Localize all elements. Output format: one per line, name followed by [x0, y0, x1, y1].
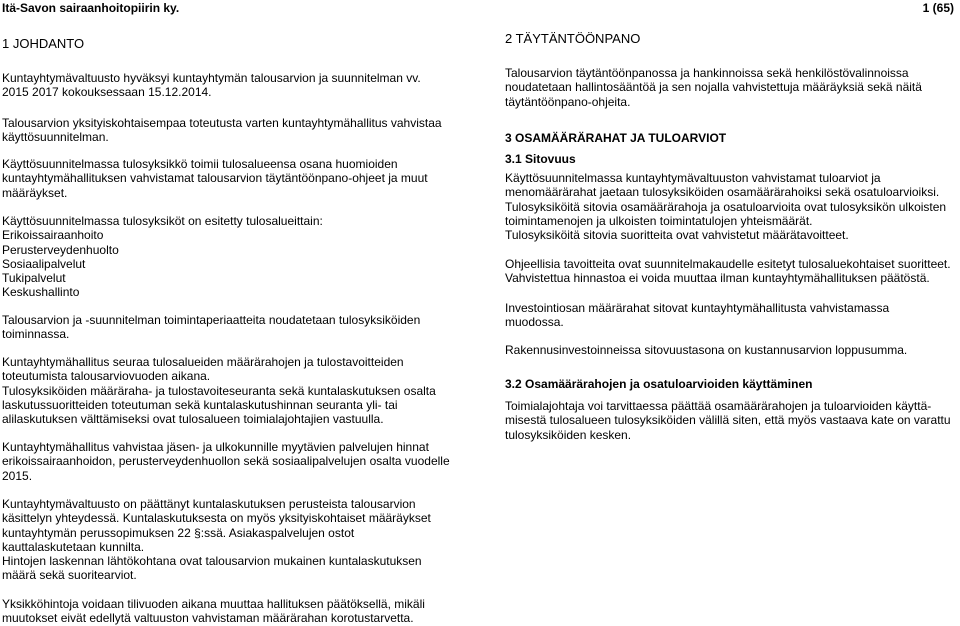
text-line: Kuntayhtymähallitus vahvistaa jäsen- ja ulkokunnille myytävien palvelujen hinnat [2, 440, 429, 454]
paragraph [505, 171, 946, 242]
text-line: Tukipalvelut [2, 271, 66, 286]
paragraph [2, 313, 420, 342]
text-line: Talousarvion ja -suunnitelman toimintaperiaatteita noudatetaan tulosyksiköiden [2, 313, 421, 327]
text-line: Käyttösuunnitelmassa kuntayhtymävaltuuston vahvistamat tuloarviot ja [505, 171, 881, 185]
text-line: Toimialajohtaja voi tarvittaessa päättää osamäärärahojen ja tuloarvioiden käyttä- [505, 399, 932, 413]
page-number: 1 (65) [922, 1, 954, 15]
text-line: 2015 2017 kokouksessaan 15.12.2014. [2, 85, 212, 100]
text-line: Kuntayhtymävaltuusto on päättänyt kuntalaskutuksen perusteista talousarvion [2, 497, 416, 511]
text-line: tulosyksiköiden kesken. [505, 427, 632, 442]
paragraph [2, 71, 421, 100]
text-line: Käyttösuunnitelmassa tulosyksiköt on esitetty tulosalueittain: [2, 214, 323, 228]
text-line: Tulosyksiköitä sitovia osamäärärahoja ja osatuloarvioita ovat tulosyksikön ulkoisten [505, 199, 947, 214]
section-heading-osamaararahat: 3 OSAMÄÄRÄRAHAT JA TULOARVIOT [505, 131, 727, 145]
paragraph [505, 66, 922, 109]
text-line: Perusterveydenhuolto [2, 242, 119, 257]
text-line: määrä sekä suoritearviot. [2, 568, 137, 583]
paragraph [2, 440, 450, 483]
text-line: käyttösuunnitelman. [2, 130, 109, 145]
text-line: muutokset eivät edellytä valtuuston vahvistaman määrärahan korotustarvetta. [2, 611, 414, 626]
paragraph [505, 257, 951, 286]
text-line: Keskushallinto [2, 285, 80, 300]
paragraph [2, 597, 425, 626]
text-line: muodossa. [505, 315, 564, 330]
text-line: kuntayhtymän perussopimuksen 22 §:ssä. Asiakaspalvelujen ostot [2, 525, 355, 540]
text-line: Hintojen laskennan lähtökohtana ovat talousarvion mukainen kuntalaskutuksen [2, 554, 422, 569]
text-line: menomäärärahat jaetaan tulosyksiköiden osamäärärahoiksi sekä osatuloarvioiksi. [505, 185, 940, 200]
text-line: alilaskutuksen välttämiseksi ovat tulosalueen toimialajohtajien vastuulla. [2, 412, 384, 427]
text-line: 2015. [2, 468, 33, 483]
text-line: täytäntöönpano-ohjeita. [505, 94, 631, 109]
text-line: toiminnassa. [2, 327, 70, 342]
text-line: Sosiaalipalvelut [2, 256, 86, 271]
text-line: Yksikköhintoja voidaan tilivuoden aikana muuttaa hallituksen päätöksellä, mikäli [2, 597, 425, 611]
section-heading-johdanto: 1 JOHDANTO [2, 36, 85, 51]
text-line: toteutumista talousarviovuoden aikana. [2, 369, 211, 384]
organization-name: Itä-Savon sairaanhoitopiirin ky. [2, 1, 180, 15]
text-line: Talousarvion täytäntöönpanossa ja hankinnoissa sekä henkilöstövalinnoissa [505, 66, 909, 80]
text-line: Rakennusinvestoinneissa sitovuustasona on kustannusarvion loppusumma. [505, 343, 908, 357]
text-line: noudatetaan hallintosääntöä ja sen nojalla vahvistettuja määräyksiä sekä näitä [505, 80, 922, 95]
paragraph [2, 157, 428, 200]
paragraph [2, 497, 431, 583]
text-line: määräykset. [2, 185, 68, 200]
text-line: Kuntayhtymävaltuusto hyväksyi kuntayhtymän talousarvion ja suunnitelman vv. [2, 71, 421, 85]
paragraph [505, 399, 951, 442]
text-line: kauttalaskutetaan kunnilta. [2, 539, 145, 554]
text-line: kuntayhtymähallituksen vahvistamat talousarvion täytäntöönpano-ohjeet ja muut [2, 171, 428, 186]
subsection-heading-kayttaminen: 3.2 Osamäärärahojen ja osatuloarvioiden käyttäminen [505, 377, 813, 391]
text-line: Kuntayhtymähallitus seuraa tulosalueiden määrärahojen ja tulostavoitteiden [2, 355, 404, 369]
text-line: laskutussuoritteiden toteutuman sekä kuntalaskutushinnan seuranta yli- tai [2, 397, 398, 412]
paragraph [2, 355, 436, 426]
paragraph [505, 301, 889, 330]
text-line: Tulosyksiköiden määräraha- ja tulostavoiteseuranta sekä kuntalaskutuksen osalta [2, 383, 436, 398]
paragraph [505, 343, 907, 357]
text-line: misestä tulosalueen tulosyksiköiden välillä siten, että myös vastaava kate on varattu [505, 413, 951, 428]
text-line: käsittelyn yhteydessä. Kuntalaskutuksesta on myös yksityiskohtaiset määräykset [2, 511, 431, 526]
text-line: Käyttösuunnitelmassa tulosyksikkö toimii tulosalueensa osana huomioiden [2, 157, 398, 171]
text-line: Talousarvion yksityiskohtaisempaa toteutusta varten kuntayhtymähallitus vahvistaa [2, 116, 442, 130]
paragraph-with-list [2, 214, 323, 300]
subsection-heading-sitovuus: 3.1 Sitovuus [505, 152, 576, 166]
text-line: erikoissairaanhoidon, perusterveydenhuollon sekä sosiaalipalvelujen osalta vuodelle [2, 454, 450, 469]
text-line: toimintamenojen ja ulkoisten toimintatulojen yhteismäärät. [505, 213, 813, 228]
text-line: Ohjeellisia tavoitteita ovat suunnitelmakaudelle esitetyt tulosaluekohtaiset suoritteet. [505, 257, 951, 271]
section-heading-taytantoonpano: 2 TÄYTÄNTÖÖNPANO [505, 31, 641, 46]
text-line: Vahvistettua hinnastoa ei voida muuttaa ilman kuntayhtymähallituksen päätöstä. [505, 271, 930, 286]
paragraph [2, 116, 442, 145]
text-line: Tulosyksiköitä sitovia suoritteita ovat vahvistetut määrätavoitteet. [505, 228, 849, 243]
text-line: Erikoissairaanhoito [2, 228, 104, 243]
text-line: Investointiosan määrärahat sitovat kuntayhtymähallitusta vahvistamassa [505, 301, 890, 315]
